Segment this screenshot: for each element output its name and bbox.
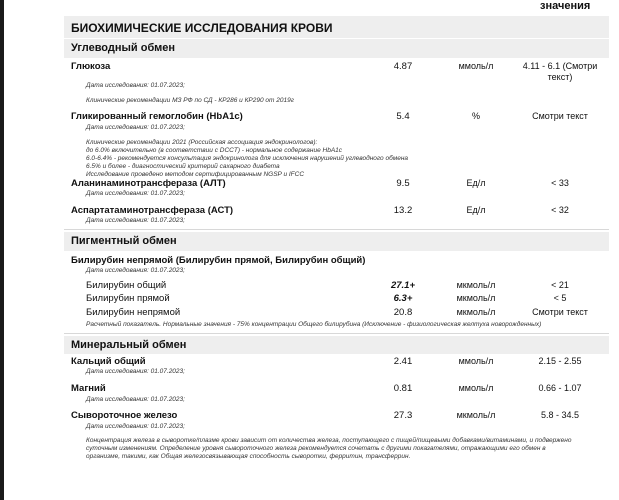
test-name-hba1c: Гликированный гемоглобин (HbA1c): [71, 111, 243, 122]
iron-note-line: Концентрация железа в сыворотке/плазме крови зависит от количества железа, поступающего с пищей/пищевыми добавками/витаминами, и подвержено: [86, 437, 572, 444]
section-title-carb: Углеводный обмен: [71, 42, 175, 54]
test-name-bilirubin-total: Билирубин общий: [86, 280, 167, 291]
test-date-magnesium: Дата исследования: 01.07.2023;: [86, 396, 185, 403]
test-unit-alt: Ед/л: [466, 178, 486, 188]
test-unit-bilirubin-direct: мкмоль/л: [456, 293, 496, 303]
test-ref-hba1c: Смотри текст: [532, 111, 588, 121]
test-ref-calcium: 2.15 - 2.55: [538, 356, 582, 366]
test-ref-bilirubin-total: < 21: [551, 280, 569, 290]
test-ref-glucose: [505, 61, 615, 83]
test-group-name-bilirubin: Билирубин непрямой (Билирубин прямой, Билирубин общий): [71, 255, 366, 266]
test-date-alt: Дата исследования: 01.07.2023;: [86, 190, 185, 197]
iron-note-line: организме, такими, как Общая железосвязывающая способность сыворотки, ферритин, трансферрин.: [86, 453, 411, 460]
test-name-iron: Сывороточное железо: [71, 410, 178, 421]
test-value-iron: 27.3: [393, 410, 413, 421]
test-value-bilirubin-indirect: 20.8: [393, 307, 413, 318]
test-value-calcium: 2.41: [393, 356, 413, 367]
test-unit-hba1c: %: [471, 111, 480, 121]
test-value-hba1c: 5.4: [396, 111, 410, 122]
hba1c-note-line: 6.5% и более - диагностический критерий сахарного диабета: [86, 163, 280, 170]
test-unit-glucose: ммоль/л: [458, 61, 494, 71]
test-note-bilirubin: Расчетный показатель. Нормальные значения - 75% концентрации Общего билирубина (Исключение - физиологическая желтуха новорожденных): [86, 321, 542, 328]
test-note-hba1c: [86, 139, 408, 179]
iron-note-line: суточным изменениям. Определение уровня сывороточного железа рекомендуется сочетать с другими показателями, отражающими его обмен в: [86, 445, 546, 452]
test-date-calcium: Дата исследования: 01.07.2023;: [86, 368, 185, 375]
test-name-ast: Аспартатаминотрансфераза (АСТ): [71, 205, 234, 216]
report-title: БИОХИМИЧЕСКИЕ ИССЛЕДОВАНИЯ КРОВИ: [71, 21, 333, 35]
hba1c-note-line: 6.0-6.4% - рекомендуется консультация эндокринолога для исключения нарушений углеводного обмена: [86, 155, 409, 162]
test-ref-alt: < 33: [551, 178, 569, 188]
section-title-mineral: Минеральный обмен: [71, 339, 187, 351]
section-title-pigment: Пигментный обмен: [71, 235, 177, 247]
test-ref-ast: < 32: [551, 205, 569, 215]
test-note-glucose: Клинические рекомендации МЗ РФ по СД - КР286 и КР290 от 2019г: [86, 97, 294, 104]
page-edge: [0, 0, 4, 500]
test-date-iron: Дата исследования: 01.07.2023;: [86, 423, 185, 430]
test-date-glucose: Дата исследования: 01.07.2023;: [86, 82, 185, 89]
test-unit-ast: Ед/л: [466, 205, 486, 215]
test-note-iron: [86, 437, 571, 461]
divider: [64, 333, 609, 334]
test-ref-bilirubin-indirect: Смотри текст: [532, 307, 588, 317]
hba1c-note-line: Клинические рекомендации 2021 (Российская ассоциация эндокринологов):: [86, 139, 318, 146]
test-name-magnesium: Магний: [71, 383, 106, 394]
test-unit-magnesium: ммоль/л: [458, 383, 494, 393]
test-ref-glucose-line1: 4.11 - 6.1 (Смотри: [522, 61, 598, 71]
test-name-bilirubin-direct: Билирубин прямой: [86, 293, 170, 304]
test-date-bilirubin: Дата исследования: 01.07.2023;: [86, 267, 185, 274]
test-value-ast: 13.2: [393, 205, 413, 216]
test-ref-bilirubin-direct: < 5: [553, 293, 567, 303]
test-unit-bilirubin-total: мкмоль/л: [456, 280, 496, 290]
test-value-bilirubin-total: 27.1+: [390, 280, 416, 291]
test-value-magnesium: 0.81: [393, 383, 413, 394]
hba1c-note-line: Исследование проведено методом сертифицированным NGSP и IFCC: [86, 171, 305, 178]
test-name-glucose: Глюкоза: [71, 61, 111, 72]
test-unit-calcium: ммоль/л: [458, 356, 494, 366]
test-unit-bilirubin-indirect: мкмоль/л: [456, 307, 496, 317]
divider: [64, 229, 609, 230]
test-ref-iron: 5.8 - 34.5: [540, 410, 580, 420]
test-value-glucose: 4.87: [393, 61, 413, 72]
test-name-bilirubin-indirect: Билирубин непрямой: [86, 307, 181, 318]
hba1c-note-line: до 6.0% включительно (в соответствии с DCCT) - нормальное содержание HbA1c: [86, 147, 343, 154]
test-value-bilirubin-direct: 6.3+: [393, 293, 413, 304]
test-ref-glucose-line2: текст): [547, 72, 573, 82]
test-unit-iron: мкмоль/л: [456, 410, 496, 420]
test-name-alt: Аланинаминотрансфераза (АЛТ): [71, 178, 226, 189]
ref-column-header: значения: [540, 0, 591, 12]
test-date-hba1c: Дата исследования: 01.07.2023;: [86, 124, 185, 131]
test-name-calcium: Кальций общий: [71, 356, 146, 367]
test-value-alt: 9.5: [396, 178, 410, 189]
test-ref-magnesium: 0.66 - 1.07: [538, 383, 582, 393]
test-date-ast: Дата исследования: 01.07.2023;: [86, 217, 185, 224]
